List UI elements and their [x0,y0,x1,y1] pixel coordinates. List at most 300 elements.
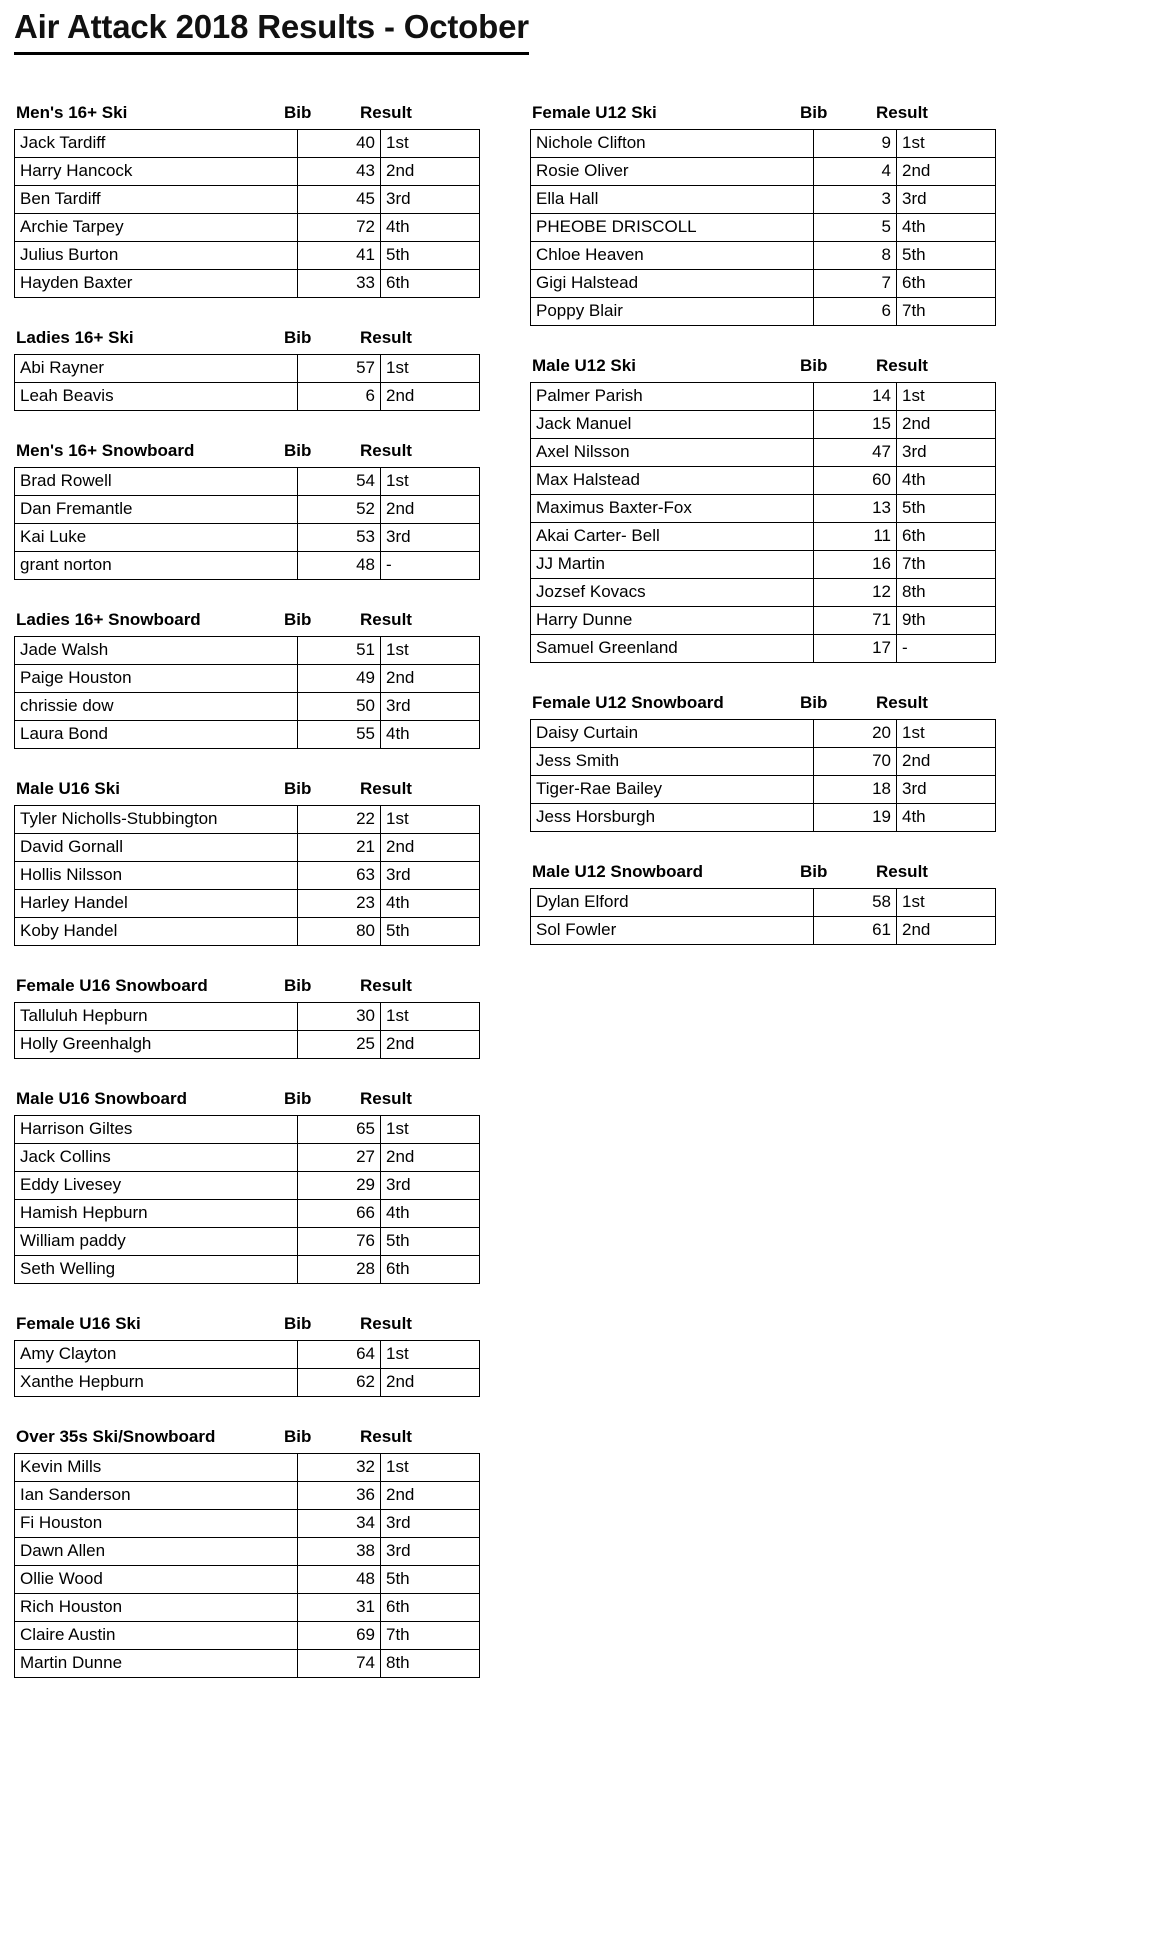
column-header-bib: Bib [800,103,828,122]
competitor-bib: 25 [298,1031,381,1059]
competitor-bib: 53 [298,524,381,552]
table-row [531,383,996,411]
competitor-bib: 72 [298,214,381,242]
competitor-result: 4th [897,467,996,495]
competitor-bib: 9 [814,130,897,158]
category-title: Male U16 Snowboard [16,1089,187,1108]
results-table [14,129,480,298]
table-row [15,552,480,580]
column-header-result: Result [876,693,928,712]
competitor-result: 9th [897,607,996,635]
column-header-bib: Bib [284,610,312,629]
competitor-name: Dylan Elford [531,889,814,917]
table-row [15,693,480,721]
competitor-name: chrissie dow [15,693,298,721]
competitor-result: 2nd [381,158,480,186]
table-row [531,270,996,298]
competitor-bib: 4 [814,158,897,186]
competitor-result: 1st [381,806,480,834]
competitor-result: 1st [381,130,480,158]
table-row [15,355,480,383]
competitor-name: Seth Welling [15,1256,298,1284]
table-row [15,1116,480,1144]
competitor-bib: 13 [814,495,897,523]
competitor-name: Kai Luke [15,524,298,552]
competitor-result: 4th [381,214,480,242]
column-header-result: Result [360,779,412,798]
competitor-name: Hollis Nilsson [15,862,298,890]
competitor-name: Ian Sanderson [15,1482,298,1510]
competitor-name: Hamish Hepburn [15,1200,298,1228]
section-header [14,610,446,630]
competitor-bib: 30 [298,1003,381,1031]
table-row [531,607,996,635]
competitor-bib: 74 [298,1650,381,1678]
table-row [15,1566,480,1594]
competitor-bib: 31 [298,1594,381,1622]
competitor-name: Nichole Clifton [531,130,814,158]
competitor-result: 7th [381,1622,480,1650]
table-row [15,1538,480,1566]
competitor-name: Harry Dunne [531,607,814,635]
competitor-name: Martin Dunne [15,1650,298,1678]
table-row [15,383,480,411]
competitor-name: Jade Walsh [15,637,298,665]
competitor-result: 2nd [897,158,996,186]
results-section [14,976,446,1059]
table-row [15,1144,480,1172]
section-header [14,1089,446,1109]
competitor-bib: 55 [298,721,381,749]
table-row [15,158,480,186]
table-row [15,1369,480,1397]
competitor-result: 7th [897,298,996,326]
competitor-result: 1st [381,1003,480,1031]
competitor-result: 6th [381,1256,480,1284]
competitor-name: Jozsef Kovacs [531,579,814,607]
results-table [14,1115,480,1284]
competitor-name: Amy Clayton [15,1341,298,1369]
competitor-name: Kevin Mills [15,1454,298,1482]
competitor-bib: 63 [298,862,381,890]
section-header [14,441,446,461]
competitor-bib: 12 [814,579,897,607]
competitor-bib: 51 [298,637,381,665]
competitor-name: Chloe Heaven [531,242,814,270]
table-row [15,1482,480,1510]
table-row [15,1256,480,1284]
table-row [15,665,480,693]
table-row [531,917,996,945]
table-row [531,298,996,326]
competitor-bib: 76 [298,1228,381,1256]
competitor-bib: 48 [298,552,381,580]
results-section [14,779,446,946]
table-row [15,496,480,524]
competitor-name: Abi Rayner [15,355,298,383]
competitor-bib: 43 [298,158,381,186]
competitor-bib: 47 [814,439,897,467]
competitor-result: 3rd [381,862,480,890]
competitor-result: 6th [381,270,480,298]
competitor-name: Xanthe Hepburn [15,1369,298,1397]
competitor-name: Julius Burton [15,242,298,270]
competitor-bib: 64 [298,1341,381,1369]
competitor-name: Paige Houston [15,665,298,693]
competitor-bib: 48 [298,1566,381,1594]
competitor-result: 2nd [897,917,996,945]
competitor-name: Holly Greenhalgh [15,1031,298,1059]
category-title: Ladies 16+ Ski [16,328,134,347]
table-row [531,776,996,804]
page-title: Air Attack 2018 Results - October [14,8,529,55]
competitor-result: 3rd [897,186,996,214]
competitor-name: Akai Carter- Bell [531,523,814,551]
competitor-bib: 52 [298,496,381,524]
results-section [530,103,962,326]
competitor-name: Daisy Curtain [531,720,814,748]
competitor-bib: 8 [814,242,897,270]
table-row [531,579,996,607]
category-title: Female U16 Ski [16,1314,141,1333]
results-columns [0,103,1170,1708]
section-header [14,976,446,996]
section-header [14,779,446,799]
competitor-name: Jess Smith [531,748,814,776]
competitor-bib: 45 [298,186,381,214]
table-row [15,214,480,242]
competitor-bib: 58 [814,889,897,917]
column-header-bib: Bib [800,356,828,375]
competitor-result: 8th [381,1650,480,1678]
competitor-name: Jack Manuel [531,411,814,439]
competitor-name: Gigi Halstead [531,270,814,298]
competitor-bib: 21 [298,834,381,862]
competitor-bib: 18 [814,776,897,804]
competitor-result: 1st [381,1341,480,1369]
competitor-result: 8th [897,579,996,607]
competitor-bib: 36 [298,1482,381,1510]
competitor-name: Claire Austin [15,1622,298,1650]
column-header-bib: Bib [800,693,828,712]
section-header [530,693,962,713]
competitor-result: 5th [381,918,480,946]
table-row [15,468,480,496]
competitor-result: 3rd [381,186,480,214]
competitor-bib: 54 [298,468,381,496]
table-row [15,1031,480,1059]
competitor-bib: 40 [298,130,381,158]
competitor-result: 1st [897,889,996,917]
competitor-name: Eddy Livesey [15,1172,298,1200]
competitor-bib: 34 [298,1510,381,1538]
table-row [15,1650,480,1678]
table-row [15,1454,480,1482]
results-section [14,441,446,580]
section-header [530,103,962,123]
table-row [15,1200,480,1228]
column-header-bib: Bib [284,1089,312,1108]
competitor-result: - [381,552,480,580]
table-row [15,721,480,749]
competitor-name: Ella Hall [531,186,814,214]
competitor-result: 7th [897,551,996,579]
competitor-name: Palmer Parish [531,383,814,411]
competitor-bib: 70 [814,748,897,776]
competitor-name: Axel Nilsson [531,439,814,467]
results-section [530,862,962,945]
competitor-result: 2nd [381,1482,480,1510]
section-header [530,862,962,882]
table-row [15,242,480,270]
table-row [531,804,996,832]
table-row [15,918,480,946]
table-row [531,467,996,495]
competitor-name: Rosie Oliver [531,158,814,186]
results-table [530,129,996,326]
competitor-result: 1st [897,720,996,748]
column-header-bib: Bib [284,441,312,460]
column-header-bib: Bib [284,103,312,122]
competitor-bib: 71 [814,607,897,635]
results-section [14,1314,446,1397]
table-row [531,889,996,917]
competitor-bib: 28 [298,1256,381,1284]
competitor-result: 4th [897,214,996,242]
column-header-result: Result [360,976,412,995]
competitor-name: Koby Handel [15,918,298,946]
competitor-name: Maximus Baxter-Fox [531,495,814,523]
competitor-name: Harry Hancock [15,158,298,186]
competitor-name: PHEOBE DRISCOLL [531,214,814,242]
column-header-result: Result [360,610,412,629]
competitor-bib: 60 [814,467,897,495]
category-title: Female U16 Snowboard [16,976,208,995]
table-row [15,270,480,298]
column-header-bib: Bib [284,328,312,347]
competitor-result: 6th [897,270,996,298]
section-header [14,328,446,348]
competitor-bib: 65 [298,1116,381,1144]
competitor-name: Tyler Nicholls-Stubbington [15,806,298,834]
competitor-bib: 20 [814,720,897,748]
competitor-name: Brad Rowell [15,468,298,496]
category-title: Over 35s Ski/Snowboard [16,1427,216,1446]
column-header-result: Result [876,103,928,122]
competitor-bib: 69 [298,1622,381,1650]
table-row [15,1172,480,1200]
results-table [530,888,996,945]
right-results-column [530,103,962,975]
competitor-name: Leah Beavis [15,383,298,411]
table-row [531,495,996,523]
competitor-result: 1st [381,637,480,665]
table-row [531,186,996,214]
category-title: Men's 16+ Snowboard [16,441,195,460]
competitor-bib: 23 [298,890,381,918]
competitor-bib: 41 [298,242,381,270]
results-section [14,1089,446,1284]
competitor-bib: 62 [298,1369,381,1397]
competitor-result: 3rd [381,693,480,721]
table-row [15,637,480,665]
competitor-name: Talluluh Hepburn [15,1003,298,1031]
table-row [15,806,480,834]
competitor-result: 3rd [381,1510,480,1538]
competitor-result: 5th [381,242,480,270]
competitor-result: - [897,635,996,663]
column-header-result: Result [876,862,928,881]
category-title: Female U12 Snowboard [532,693,724,712]
competitor-name: Harrison Giltes [15,1116,298,1144]
competitor-name: grant norton [15,552,298,580]
competitor-result: 2nd [381,1369,480,1397]
competitor-result: 3rd [381,1172,480,1200]
column-header-bib: Bib [284,779,312,798]
column-header-result: Result [360,441,412,460]
competitor-name: Sol Fowler [531,917,814,945]
section-header [530,356,962,376]
section-header [14,1427,446,1447]
competitor-name: Jack Collins [15,1144,298,1172]
table-row [15,1510,480,1538]
competitor-result: 3rd [897,439,996,467]
left-results-column [14,103,446,1708]
competitor-bib: 80 [298,918,381,946]
table-row [15,524,480,552]
competitor-bib: 61 [814,917,897,945]
column-header-result: Result [360,103,412,122]
competitor-bib: 14 [814,383,897,411]
competitor-result: 3rd [381,524,480,552]
table-row [15,1003,480,1031]
competitor-bib: 16 [814,551,897,579]
table-row [15,1341,480,1369]
competitor-result: 1st [381,468,480,496]
category-title: Men's 16+ Ski [16,103,128,122]
competitor-result: 2nd [381,1031,480,1059]
column-header-bib: Bib [800,862,828,881]
table-row [531,411,996,439]
competitor-bib: 38 [298,1538,381,1566]
table-row [531,130,996,158]
competitor-bib: 15 [814,411,897,439]
column-header-bib: Bib [284,1427,312,1446]
category-title: Male U12 Snowboard [532,862,703,881]
column-header-bib: Bib [284,1314,312,1333]
table-row [15,862,480,890]
table-row [531,551,996,579]
competitor-name: Samuel Greenland [531,635,814,663]
competitor-result: 4th [381,890,480,918]
column-header-result: Result [360,328,412,347]
competitor-name: Jack Tardiff [15,130,298,158]
competitor-bib: 7 [814,270,897,298]
competitor-name: Dawn Allen [15,1538,298,1566]
section-header [14,103,446,123]
table-row [15,1594,480,1622]
competitor-result: 1st [381,355,480,383]
competitor-result: 3rd [897,776,996,804]
competitor-result: 2nd [381,665,480,693]
table-row [15,1228,480,1256]
competitor-bib: 6 [298,383,381,411]
results-table [14,467,480,580]
table-row [531,439,996,467]
competitor-name: David Gornall [15,834,298,862]
competitor-result: 1st [897,130,996,158]
competitor-name: Rich Houston [15,1594,298,1622]
competitor-result: 2nd [381,834,480,862]
results-section [14,610,446,749]
table-row [531,242,996,270]
competitor-result: 6th [381,1594,480,1622]
competitor-name: Harley Handel [15,890,298,918]
competitor-result: 3rd [381,1538,480,1566]
competitor-name: Jess Horsburgh [531,804,814,832]
competitor-result: 1st [381,1454,480,1482]
competitor-result: 2nd [897,411,996,439]
results-section [14,328,446,411]
competitor-bib: 27 [298,1144,381,1172]
column-header-bib: Bib [284,976,312,995]
competitor-bib: 11 [814,523,897,551]
competitor-bib: 57 [298,355,381,383]
competitor-name: Fi Houston [15,1510,298,1538]
results-table [530,719,996,832]
competitor-result: 2nd [381,496,480,524]
competitor-bib: 19 [814,804,897,832]
competitor-bib: 5 [814,214,897,242]
competitor-name: Poppy Blair [531,298,814,326]
category-title: Female U12 Ski [532,103,657,122]
results-section [14,103,446,298]
column-header-result: Result [360,1089,412,1108]
competitor-name: Tiger-Rae Bailey [531,776,814,804]
competitor-bib: 49 [298,665,381,693]
competitor-result: 6th [897,523,996,551]
results-table [14,1453,480,1678]
table-row [15,834,480,862]
column-header-result: Result [360,1427,412,1446]
column-header-result: Result [876,356,928,375]
competitor-result: 5th [897,242,996,270]
competitor-bib: 32 [298,1454,381,1482]
results-table [14,636,480,749]
competitor-result: 2nd [897,748,996,776]
competitor-bib: 66 [298,1200,381,1228]
competitor-name: Ollie Wood [15,1566,298,1594]
table-row [15,130,480,158]
table-row [531,523,996,551]
category-title: Ladies 16+ Snowboard [16,610,201,629]
results-section [530,693,962,832]
results-section [14,1427,446,1678]
competitor-result: 5th [381,1566,480,1594]
section-header [14,1314,446,1334]
competitor-result: 1st [897,383,996,411]
competitor-result: 1st [381,1116,480,1144]
results-section [530,356,962,663]
table-row [15,1622,480,1650]
competitor-name: Archie Tarpey [15,214,298,242]
competitor-bib: 33 [298,270,381,298]
competitor-result: 4th [381,721,480,749]
competitor-bib: 3 [814,186,897,214]
competitor-result: 2nd [381,383,480,411]
competitor-name: Hayden Baxter [15,270,298,298]
competitor-name: Ben Tardiff [15,186,298,214]
